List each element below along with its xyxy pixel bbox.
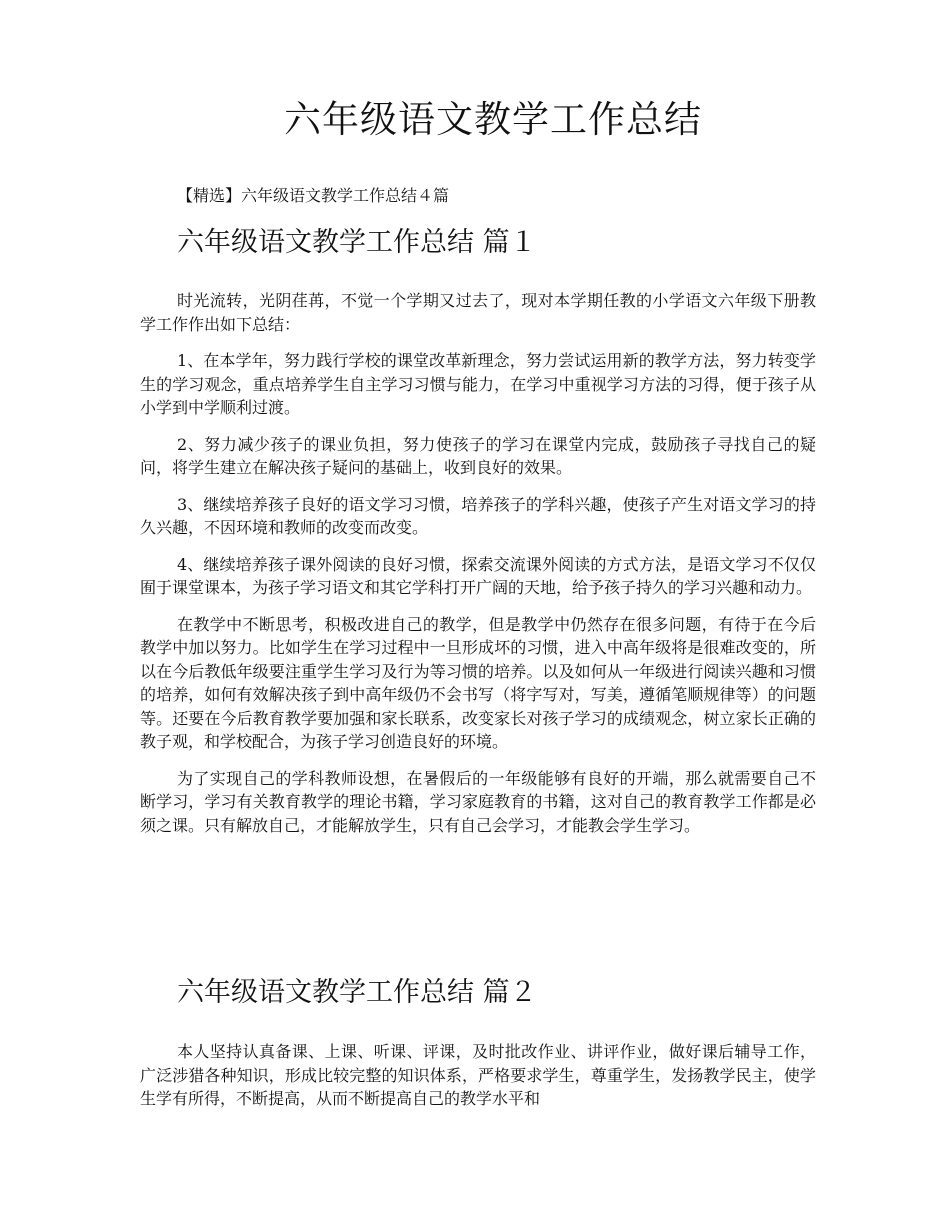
paragraph: 在教学中不断思考，积极改进自己的教学，但是教学中仍然存在很多问题，有待于在今后教学中加以努力。比如学生在学习过程中一旦形成坏的习惯，进入中高年级将是很难改变的，所以在今后教低年级要注重学生学习及行为等习惯的培养。以及如何从一年级进行阅读兴趣和习惯的培养，如何有效解决孩子到中高年级仍不会书写（将字写对，写美，遵循笔顺规律等）的问题等。还要在今后教育教学要加强和家长联系，改变家长对孩子学习的成绩观念，树立家长正确的教子观，和学校配合，为孩子学习创造良好的环境。: [140, 614, 816, 751]
section-heading-1: 六年级语文教学工作总结 篇１: [177, 227, 537, 258]
section-body-1: [140, 289, 816, 850]
paragraph: 时光流转，光阴荏苒，不觉一个学期又过去了，现对本学期任教的小学语文六年级下册教学工作作出如下总结：: [140, 291, 816, 334]
paragraph: 1、在本学年，努力践行学校的课堂改革新理念，努力尝试运用新的教学方法，努力转变学生的学习观念，重点培养学生自主学习习惯与能力，在学习中重视学习方法的习得，便于孩子从小学到中学顺利过渡。: [140, 351, 816, 417]
paragraph: 3、继续培养孩子良好的语文学习习惯，培养孩子的学科兴趣，使孩子产生对语文学习的持久兴趣，不因环境和教师的改变而改变。: [140, 494, 816, 537]
paragraph: 本人坚持认真备课、上课、听课、评课，及时批改作业、讲评作业，做好课后辅导工作，广泛涉猎各种知识，形成比较完整的知识体系，严格要求学生，尊重学生，发扬教学民主，使学生学有所得，不断提高，从而不断提高自己的教学水平和: [140, 1042, 816, 1108]
paragraph: 2、努力减少孩子的课业负担，努力使孩子的学习在课堂内完成，鼓励孩子寻找自己的疑问，将学生建立在解决孩子疑问的基础上，收到良好的效果。: [140, 434, 816, 477]
paragraph: 4、继续培养孩子课外阅读的良好习惯，探索交流课外阅读的方式方法，是语文学习不仅仅囿于课堂课本，为孩子学习语文和其它学科打开广阔的天地，给予孩子持久的学习兴趣和动力。: [140, 554, 816, 597]
section-heading-2: 六年级语文教学工作总结 篇２: [177, 977, 537, 1008]
document-intro: 【精选】六年级语文教学工作总结４篇: [177, 186, 450, 205]
section-body-2: [140, 1040, 816, 1124]
document-title: 六年级语文教学工作总结: [284, 98, 702, 141]
paragraph: 为了实现自己的学科教师设想，在暑假后的一年级能够有良好的开端，那么就需要自己不断学习，学习有关教育教学的理论书籍，学习家庭教育的书籍，这对自己的教育教学工作都是必须之课。只有解放自己，才能解放学生，只有自己会学习，才能教会学生学习。: [140, 768, 816, 835]
